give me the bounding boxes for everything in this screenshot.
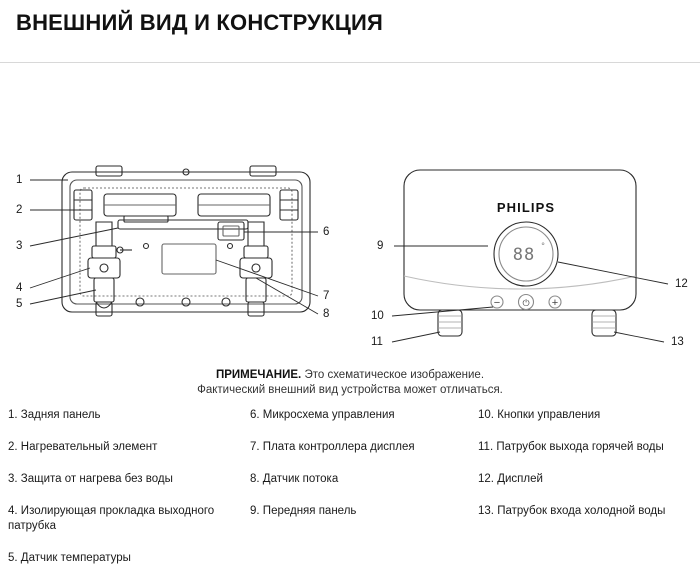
brand-wordmark: PHILIPS [496, 200, 556, 215]
display-readout [513, 241, 545, 265]
callout-3: 3 [16, 240, 23, 252]
legend-number: 5. [8, 552, 18, 564]
legend-column-1 [8, 408, 236, 583]
callout-13: 13 [671, 336, 684, 348]
device-diagram [0, 150, 700, 365]
note-line-1: Это схематическое изображение. [301, 369, 485, 381]
legend-column-3 [464, 408, 692, 583]
legend-number: 7. [250, 441, 260, 453]
callout-10: 10 [371, 310, 384, 322]
power-button-icon[interactable]: ⏻ [522, 298, 530, 308]
legend-label: Кнопки управления [497, 409, 601, 421]
list-item [8, 440, 226, 455]
legend-number: 6. [250, 409, 260, 421]
legend-number: 4. [8, 505, 18, 517]
legend-number: 9. [250, 505, 260, 517]
legend-label: Задняя панель [20, 409, 101, 421]
list-item [250, 504, 454, 519]
legend-number: 2. [8, 441, 18, 453]
legend-label: Микросхема управления [262, 409, 395, 421]
legend-number: 11. [478, 441, 494, 453]
minus-button-icon[interactable]: − [493, 297, 501, 309]
legend-label: Защита от нагрева без воды [20, 473, 173, 485]
list-item [478, 440, 682, 455]
callout-12: 12 [675, 278, 688, 290]
callout-2: 2 [16, 204, 23, 216]
plus-button-icon[interactable]: + [551, 297, 559, 309]
note-line-2: Фактический внешний вид устройства может отличаться. [197, 384, 503, 396]
svg-text:°: ° [541, 241, 545, 251]
legend-number: 1. [8, 409, 18, 421]
list-item [478, 472, 682, 487]
legend-number: 12. [478, 473, 494, 485]
callout-9: 9 [377, 240, 384, 252]
legend-label: Нагревательный элемент [20, 441, 158, 453]
list-item [8, 504, 226, 534]
legend-label: Патрубок входа холодной воды [497, 505, 666, 517]
list-item [250, 440, 454, 455]
legend-column-2 [236, 408, 464, 583]
legend-label: Изолирующая прокладка выходного патрубка [8, 505, 215, 532]
legend-label: Датчик потока [262, 473, 339, 485]
list-item [478, 408, 682, 423]
callout-4: 4 [16, 282, 23, 294]
callout-7: 7 [323, 290, 330, 302]
callout-5: 5 [16, 298, 23, 310]
callout-1: 1 [16, 174, 23, 186]
callout-8: 8 [323, 308, 330, 320]
svg-text:88: 88 [512, 245, 536, 265]
legend-label: Плата контроллера дисплея [262, 441, 415, 453]
title-divider [0, 62, 700, 63]
legend-number: 10. [478, 409, 494, 421]
page-title: ВНЕШНИЙ ВИД И КОНСТРУКЦИЯ [16, 10, 383, 35]
note-block [0, 368, 700, 398]
callout-6: 6 [323, 226, 330, 238]
list-item [250, 408, 454, 423]
legend-label: Датчик температуры [20, 552, 131, 564]
diagram-svg [0, 150, 700, 365]
legend-number: 3. [8, 473, 18, 485]
list-item [478, 504, 682, 519]
legend-label: Дисплей [497, 473, 543, 485]
list-item [250, 472, 454, 487]
legend-number: 13. [478, 505, 494, 517]
legend-number: 8. [250, 473, 260, 485]
legend [8, 408, 692, 583]
legend-label: Патрубок выхода горячей воды [496, 441, 664, 453]
callout-11: 11 [371, 336, 383, 348]
note-label: ПРИМЕЧАНИЕ. [215, 369, 302, 381]
legend-label: Передняя панель [262, 505, 357, 517]
list-item [8, 472, 226, 487]
list-item [8, 408, 226, 423]
